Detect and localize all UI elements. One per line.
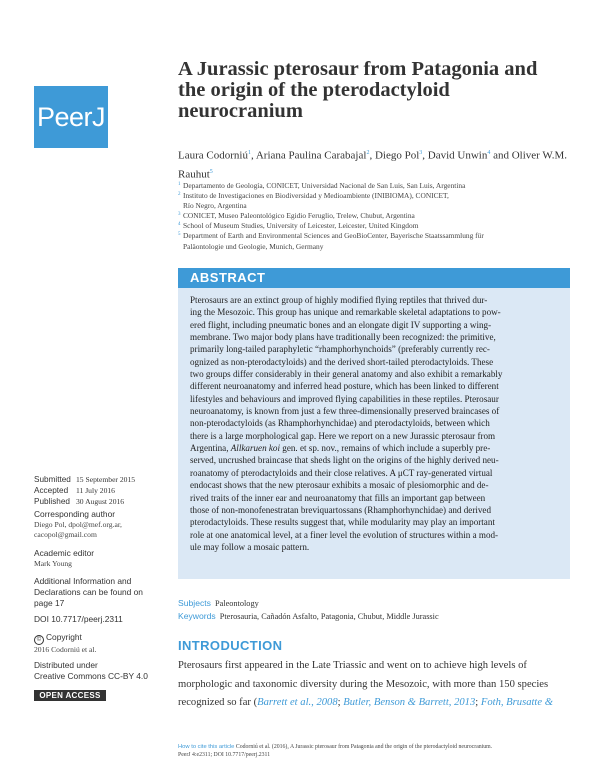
additional-line: Additional Information and	[34, 576, 132, 586]
article-title: A Jurassic pterosaur from Patagonia and the origin of the pterodactyloid neurocranium	[178, 58, 538, 122]
keywords-value: Pterosauria, Cañadón Asfalto, Patagonia, Chubut, Middle Jurassic	[219, 612, 439, 621]
affiliation-number: 5	[178, 232, 181, 238]
submitted-label: Submitted	[34, 475, 71, 484]
copyright	[34, 632, 96, 655]
abstract-line: those of non-monofenestratan breviquartossans (Rhamphorhynchidae) and derived	[190, 504, 492, 515]
subjects-label: Subjects	[178, 598, 211, 608]
keywords-row	[178, 611, 439, 622]
accepted-label: Accepted	[34, 486, 69, 495]
additional-line: page 17	[34, 598, 65, 608]
affiliation-text: Department of Earth and Environmental Sciences and GeoBioCenter, Bayerische Staatssammlung für Paläontologie und Geologie, Munich, Germany	[183, 231, 484, 251]
abstract-text	[190, 294, 559, 553]
citation-separator: ;	[337, 697, 344, 709]
editor-name: Mark Young	[34, 559, 72, 568]
how-to-cite-text: Codorniú et al. (2016), A Jurassic pterosaur from Patagonia and the origin of the pterodactyloid neurocranium.	[235, 744, 493, 750]
abstract-line: pterodactyloids. These results suggest that, while modularity may play an important	[190, 517, 495, 528]
author-name[interactable]: Ariana Paulina Carabajal	[255, 149, 367, 162]
affiliation-number: 1	[178, 182, 181, 187]
citation-link[interactable]: Butler, Benson & Barrett, 2013	[343, 697, 476, 709]
author-name[interactable]: Laura Codorniú	[178, 149, 248, 162]
citation-link[interactable]: Barrett et al., 2008	[257, 697, 338, 709]
keywords-label: Keywords	[178, 611, 216, 621]
author-name[interactable]: Diego Pol	[374, 149, 420, 162]
abstract-line: ule may follow a mosaic pattern.	[190, 541, 310, 552]
affiliation	[178, 211, 568, 221]
academic-editor	[34, 548, 94, 569]
copyright-label: Copyright	[46, 632, 82, 642]
doi-link[interactable]: 10.7717/peerj.2311	[51, 614, 123, 624]
introduction-text	[178, 657, 570, 713]
affiliation-text: Instituto de Investigaciones en Biodiversidad y Medioambiente (INIBIOMA), CONICET, Río Negro, Argentina	[183, 191, 449, 211]
submitted-row	[34, 474, 135, 507]
open-access-badge: OPEN ACCESS	[34, 690, 106, 701]
abstract-line: ered flight, including pneumatic bones and an elongate digit IV supporting a wing-	[190, 319, 492, 330]
author-separator: ,	[369, 149, 375, 162]
how-to-cite-label: How to cite this article	[178, 744, 235, 750]
doi-row	[34, 614, 123, 625]
affiliation-text: Departamento de Geología, CONICET, Universidad Nacional de San Luis, San Luis, Argentina	[183, 181, 466, 190]
affiliation	[178, 231, 568, 251]
abstract-line: non-pterodactyloids (as Rhamphorhynchidae) and pterodactyloids, between which	[190, 418, 490, 429]
abstract-line: Argentina, Allkaruen koi gen. et sp. nov., remains of which include a superbly pre-	[190, 443, 491, 454]
abstract-line: roanatomy of pterodactyloids and their close relatives. A μCT ray-generated virtual	[190, 467, 493, 478]
doi-label: DOI	[34, 614, 49, 624]
license-line: Distributed under	[34, 660, 98, 670]
additional-info[interactable]	[34, 576, 143, 609]
author-affiliation-number: 5	[209, 168, 213, 175]
author-name[interactable]: David Unwin	[427, 149, 488, 162]
citation-footer	[178, 743, 570, 759]
affiliation	[178, 221, 568, 231]
abstract-line: primarily long-tailed paraphyletic “rhamphorhynchoids” (preferably currently rec-	[190, 344, 490, 355]
corresponding-label: Corresponding author	[34, 509, 116, 519]
abstract-line: rived traits of the inner ear and neuroanatomy that fills an important gap between	[190, 492, 486, 503]
published-label: Published	[34, 497, 70, 506]
abstract-line: lifestyles and behaviours and improved flying capabilities in these reptiles. Pterosaur	[190, 393, 499, 404]
abstract-line: there is a large morphological gap. Here we report on a new Jurassic pterosaur from	[190, 430, 496, 441]
peerj-logo: PeerJ	[34, 86, 108, 148]
affiliation-list	[178, 181, 568, 252]
abstract-line: endocast shows that the new pterosaur exhibits a mosaic of plesiomorphic and de-	[190, 480, 489, 491]
abstract-line: ognized as non-pterodactyloids) and the derived short-tailed pterodactyloids. These	[190, 356, 494, 367]
abstract-line: Pterosaurs are an extinct group of highly modified flying reptiles that thrived dur-	[190, 295, 488, 305]
footer-reference[interactable]: PeerJ 4:e2311; DOI 10.7717/peerj.2311	[178, 752, 271, 758]
editor-label: Academic editor	[34, 548, 95, 558]
license	[34, 660, 148, 682]
abstract-line: served, uncrushed braincase that sheds light on the origins of the highly derived neu-	[190, 455, 499, 466]
affiliation-number: 3	[178, 212, 181, 218]
abstract-line: two groups differ considerably in their general anatomy and also exhibit a remarkably	[190, 369, 503, 380]
author-affiliation-number: 1	[247, 150, 251, 156]
author-separator: and	[490, 149, 512, 162]
affiliation-number: 4	[178, 222, 181, 228]
author-affiliation-number: 4	[487, 150, 491, 156]
corresponding-line[interactable]: cacopol@gmail.com	[34, 530, 97, 539]
intro-text-span: recognized so far (	[178, 697, 258, 709]
intro-line: Pterosaurs first appeared in the Late Triassic and went on to achieve high levels of	[178, 660, 527, 671]
affiliation-number: 2	[178, 192, 181, 198]
abstract-line: role at one anatomical level, at a finer level the evolution of structures within a mod-	[190, 529, 499, 540]
abstract-line: different neuroanatomy and inferred head posture, which has been linked to different	[190, 381, 499, 392]
copyright-holder: 2016 Codorniú et al.	[34, 645, 97, 654]
corresponding-author	[34, 509, 122, 540]
subjects-row	[178, 598, 259, 609]
author-affiliation-number: 3	[419, 150, 423, 156]
accepted-date: 11 July 2016	[76, 486, 115, 495]
submitted-date: 15 September 2015	[76, 475, 136, 484]
author-list	[178, 145, 568, 182]
affiliation-text: CONICET, Museo Paleontológico Egidio Feruglio, Trelew, Chubut, Argentina	[183, 211, 415, 221]
additional-line: Declarations can be found on	[34, 587, 143, 597]
citation-link[interactable]: Foth, Brusatte &	[480, 697, 553, 709]
author-separator: ,	[250, 149, 256, 162]
affiliation	[178, 181, 568, 191]
abstract-line: neuroanatomy, is known from just a few three-dimensionally preserved braincases of	[190, 406, 500, 417]
copyright-icon: ©	[34, 635, 44, 645]
author-name[interactable]: Oliver W.M. Rauhut	[178, 149, 568, 181]
subjects-value: Paleontology	[214, 599, 259, 608]
author-separator: ,	[422, 149, 428, 162]
author-affiliation-number: 2	[366, 150, 370, 156]
license-line[interactable]: Creative Commons CC-BY 4.0	[34, 671, 148, 681]
abstract-line: membrane. Two major body plans have traditionally been recognized: the primitive,	[190, 332, 496, 343]
abstract-line: ing the Mesozoic. This group has unique and remarkable skeletal adaptations to pow-	[190, 307, 501, 318]
affiliation	[178, 191, 568, 211]
published-date: 30 August 2016	[76, 497, 125, 506]
citation-separator: ;	[475, 697, 481, 709]
affiliation-text: School of Museum Studies, University of Leicester, Leicester, United Kingdom	[183, 221, 419, 231]
intro-line: morphologic and taxonomic diversity during the Mesozoic, with more than 150 species	[178, 678, 549, 690]
abstract-heading: ABSTRACT	[178, 268, 570, 288]
corresponding-line[interactable]: Diego Pol, dpol@mef.org.ar,	[34, 520, 122, 529]
intro-line	[178, 694, 570, 713]
introduction-heading: INTRODUCTION	[178, 638, 283, 653]
